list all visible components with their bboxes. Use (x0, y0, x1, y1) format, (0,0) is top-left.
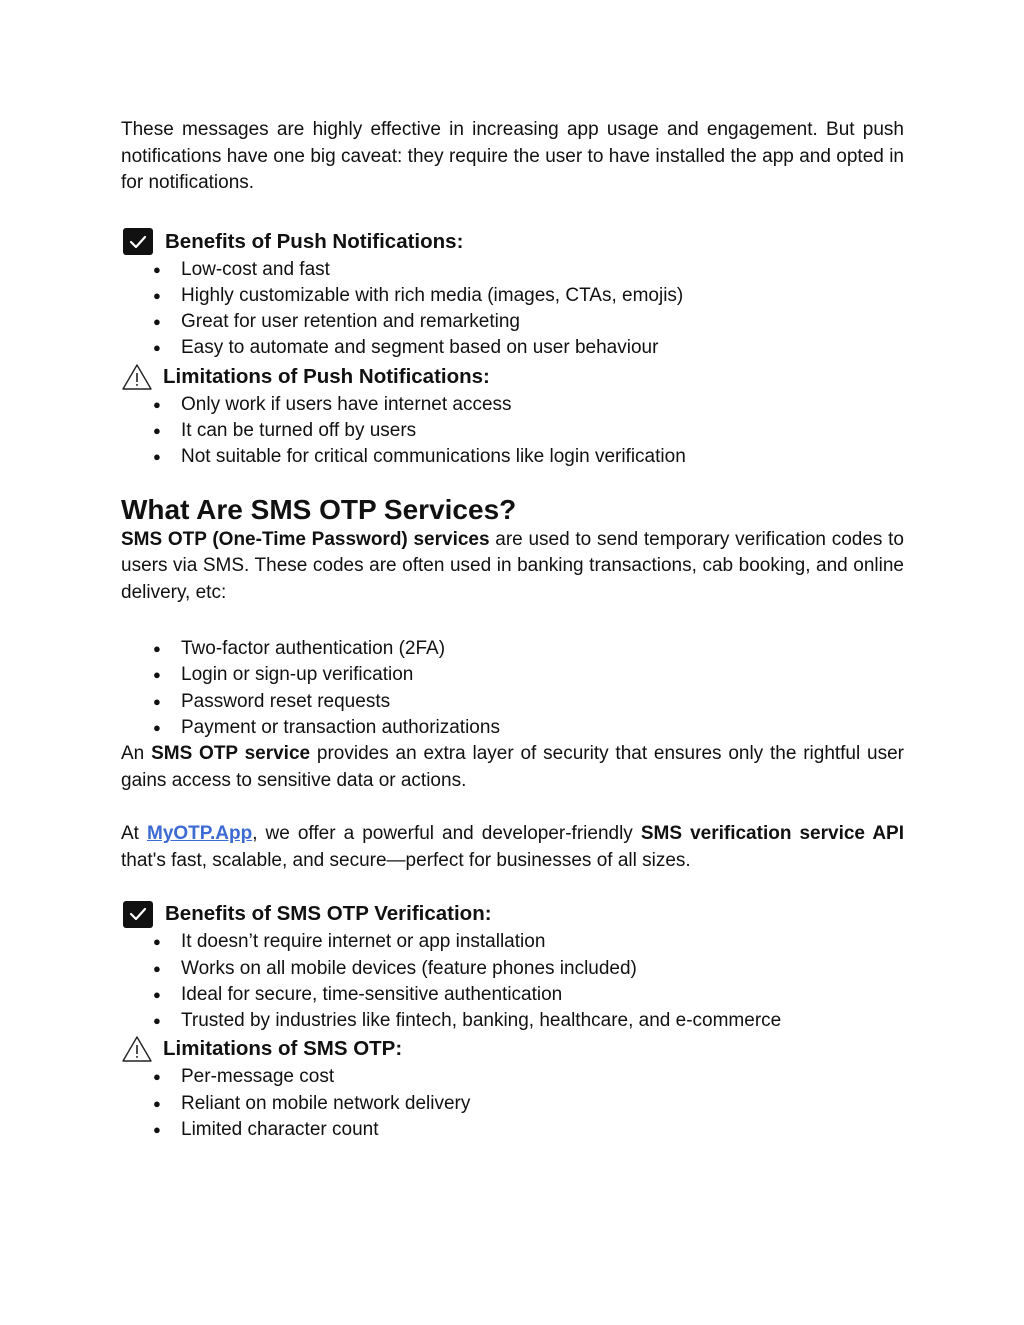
list-item: ● It doesn’t require internet or app installation (121, 929, 904, 955)
check-icon (123, 228, 153, 255)
myotp-paragraph: At MyOTP.App, we offer a powerful and developer-friendly SMS verification service API that's fast, scalable, and secure—perfect for businesses of all sizes. (121, 823, 904, 871)
bullet-icon: ● (153, 1095, 161, 1111)
list-item: ● It can be turned off by users (121, 418, 904, 444)
sms-limitations-heading (121, 1034, 904, 1064)
warning-icon (121, 363, 153, 391)
bullet-icon: ● (153, 667, 161, 683)
check-icon (123, 901, 153, 928)
list-item: ● Limited character count (121, 1117, 904, 1143)
push-benefits-title: Benefits of Push Notifications: (165, 229, 464, 253)
sms-benefits-title: Benefits of SMS OTP Verification: (165, 902, 492, 926)
push-limitations-title: Limitations of Push Notifications: (163, 364, 490, 388)
list-item: ● Only work if users have internet access (121, 392, 904, 418)
sms-service-paragraph: An SMS OTP service provides an extra layer of security that ensures only the rightful user gains access to sensitive data or actions. (121, 743, 904, 791)
list-item: ● Per-message cost (121, 1064, 904, 1090)
bullet-icon: ● (153, 960, 161, 976)
list-item: ● Login or sign-up verification (121, 662, 904, 688)
list-item: ● Low-cost and fast (121, 257, 904, 283)
list-item: ● Two-factor authentication (2FA) (121, 636, 904, 662)
bullet-icon: ● (153, 1122, 161, 1138)
push-limitations-list (121, 392, 904, 471)
sms-section-title: What Are SMS OTP Services? (121, 493, 517, 525)
push-limitations-heading (121, 362, 904, 392)
list-item: ● Easy to automate and segment based on user behaviour (121, 335, 904, 361)
sms-limitations-list (121, 1064, 904, 1143)
list-item: ● Highly customizable with rich media (images, CTAs, emojis) (121, 283, 904, 309)
bullet-icon: ● (153, 287, 161, 303)
warning-icon (121, 1035, 153, 1063)
bullet-icon: ● (153, 1069, 161, 1085)
intro-paragraph: These messages are highly effective in increasing app usage and engagement. But push notifications have one big caveat: they require the user to have installed the app and opted in for notifications. (121, 119, 904, 193)
list-item: ● Ideal for secure, time-sensitive authentication (121, 982, 904, 1008)
list-item: ● Reliant on mobile network delivery (121, 1091, 904, 1117)
bullet-icon: ● (153, 449, 161, 465)
bullet-icon: ● (153, 719, 161, 735)
sms-benefits-list (121, 929, 904, 1034)
list-item: ● Great for user retention and remarketing (121, 309, 904, 335)
list-item: ● Trusted by industries like fintech, banking, healthcare, and e-commerce (121, 1008, 904, 1034)
sms-limitations-title: Limitations of SMS OTP: (163, 1037, 403, 1061)
myotp-link[interactable]: MyOTP.App (147, 823, 253, 845)
sms-benefits-heading (121, 899, 904, 929)
list-item: ● Works on all mobile devices (feature phones included) (121, 956, 904, 982)
bullet-icon: ● (153, 261, 161, 277)
sms-uses-list (121, 636, 904, 741)
bullet-icon: ● (153, 986, 161, 1002)
list-item: ● Password reset requests (121, 689, 904, 715)
document-page (121, 117, 904, 1143)
push-benefits-heading (121, 227, 904, 257)
push-benefits-list (121, 257, 904, 362)
list-item: ● Not suitable for critical communications like login verification (121, 444, 904, 470)
bullet-icon: ● (153, 340, 161, 356)
bullet-icon: ● (153, 314, 161, 330)
bullet-icon: ● (153, 934, 161, 950)
bullet-icon: ● (153, 641, 161, 657)
list-item: ● Payment or transaction authorizations (121, 715, 904, 741)
sms-definition-paragraph: SMS OTP (One-Time Password) services are used to send temporary verification codes to users via SMS. These codes are often used in banking transactions, cab booking, and online delivery, etc: (121, 528, 904, 603)
bullet-icon: ● (153, 396, 161, 412)
bullet-icon: ● (153, 693, 161, 709)
bullet-icon: ● (153, 422, 161, 438)
bullet-icon: ● (153, 1013, 161, 1029)
